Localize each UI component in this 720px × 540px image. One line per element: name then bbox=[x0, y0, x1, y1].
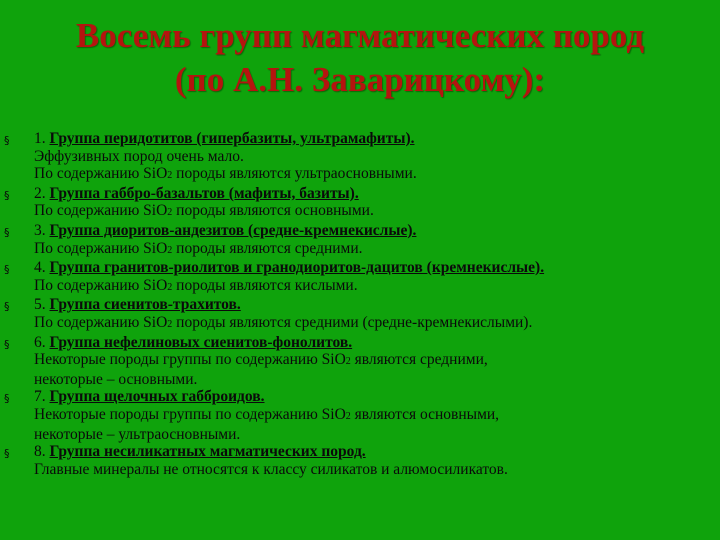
title-line-2: (по А.Н. Заварицкому): bbox=[174, 60, 546, 99]
group-title: Группа габбро-базальтов (мафиты, базиты). bbox=[49, 184, 359, 202]
square-bullet-icon: § bbox=[4, 447, 10, 461]
group-number: 1. bbox=[34, 130, 50, 147]
description-text: являются средними, bbox=[350, 351, 488, 369]
group-title: Группа перидотитов (гипербазиты, ультрамафиты). bbox=[49, 130, 415, 147]
description-text: По содержанию SiO bbox=[34, 165, 168, 183]
description-line bbox=[34, 371, 720, 389]
list-item bbox=[0, 185, 720, 222]
description-text: породы являются средними. bbox=[172, 239, 363, 257]
group-description bbox=[34, 202, 720, 222]
description-line bbox=[34, 240, 720, 260]
group-title: Группа несиликатных магматических пород. bbox=[49, 443, 366, 461]
list-item bbox=[0, 259, 720, 296]
group-heading bbox=[34, 130, 720, 148]
description-text: По содержанию SiO bbox=[34, 276, 168, 294]
group-title: Группа сиенитов-трахитов. bbox=[49, 296, 241, 314]
group-number: 7. bbox=[34, 388, 50, 406]
group-number: 2. bbox=[34, 184, 50, 202]
title-line-1: Восемь групп магматических пород bbox=[75, 16, 645, 55]
description-line bbox=[34, 165, 720, 185]
group-description bbox=[34, 277, 720, 297]
group-heading bbox=[34, 222, 720, 240]
description-line bbox=[34, 148, 720, 166]
group-heading bbox=[34, 185, 720, 203]
group-description bbox=[34, 148, 720, 185]
subscript-2: 2 bbox=[167, 244, 173, 256]
description-text: породы являются основными. bbox=[172, 202, 374, 220]
description-text: По содержанию SiO bbox=[34, 239, 168, 257]
subscript-2: 2 bbox=[167, 207, 173, 219]
square-bullet-icon: § bbox=[4, 263, 10, 277]
description-line bbox=[34, 426, 720, 444]
group-title: Группа щелочных габброидов. bbox=[49, 388, 265, 406]
description-text: Некоторые породы группы по содержанию SiO bbox=[34, 351, 346, 369]
list-item bbox=[0, 443, 720, 478]
description-text: Главные минералы не относятся к классу силикатов и алюмосиликатов. bbox=[34, 460, 508, 478]
group-description bbox=[34, 406, 720, 443]
description-text: породы являются ультраосновными. bbox=[172, 165, 417, 183]
description-line bbox=[34, 461, 720, 479]
square-bullet-icon: § bbox=[4, 225, 10, 239]
group-title: Группа диоритов-андезитов (средне-кремнекислые). bbox=[49, 221, 417, 239]
group-description bbox=[34, 240, 720, 260]
subscript-2: 2 bbox=[167, 170, 173, 182]
group-number: 4. bbox=[34, 259, 50, 277]
square-bullet-icon: § bbox=[4, 392, 10, 406]
group-heading bbox=[34, 388, 720, 406]
description-line bbox=[34, 406, 720, 426]
square-bullet-icon: § bbox=[4, 337, 10, 351]
description-text: породы являются кислыми. bbox=[172, 276, 358, 294]
description-text: Эффузивных пород очень мало. bbox=[34, 147, 244, 165]
description-text: По содержанию SiO bbox=[34, 313, 168, 331]
square-bullet-icon: § bbox=[4, 134, 10, 147]
group-heading bbox=[34, 296, 720, 314]
group-heading bbox=[34, 259, 720, 277]
subscript-2: 2 bbox=[345, 356, 351, 368]
group-number: 5. bbox=[34, 296, 50, 314]
group-title: Группа нефелиновых сиенитов-фонолитов. bbox=[49, 333, 353, 351]
group-heading bbox=[34, 443, 720, 461]
square-bullet-icon: § bbox=[4, 188, 10, 202]
group-number: 3. bbox=[34, 221, 50, 239]
subscript-2: 2 bbox=[167, 281, 173, 293]
list-item bbox=[0, 222, 720, 259]
description-line bbox=[34, 314, 720, 334]
square-bullet-icon: § bbox=[4, 300, 10, 314]
list-item bbox=[0, 388, 720, 443]
group-title: Группа гранитов-риолитов и гранодиоритов-дацитов (кремнекислые). bbox=[49, 259, 545, 277]
subscript-2: 2 bbox=[167, 318, 173, 330]
group-description bbox=[34, 351, 720, 388]
description-text: некоторые – ультраосновными. bbox=[34, 425, 241, 443]
subscript-2: 2 bbox=[345, 410, 351, 422]
list-item bbox=[0, 334, 720, 389]
slide-title bbox=[0, 14, 720, 102]
group-number: 6. bbox=[34, 333, 50, 351]
description-line bbox=[34, 277, 720, 297]
description-line bbox=[34, 202, 720, 222]
description-line bbox=[34, 351, 720, 371]
group-heading bbox=[34, 334, 720, 352]
group-number: 8. bbox=[34, 443, 50, 461]
description-text: некоторые – основными. bbox=[34, 370, 198, 388]
group-description bbox=[34, 461, 720, 479]
group-description bbox=[34, 314, 720, 334]
list-item bbox=[0, 296, 720, 333]
list-item bbox=[0, 130, 720, 185]
rock-groups-list bbox=[0, 130, 720, 478]
description-text: породы являются средними (средне-кремнекислыми). bbox=[172, 313, 533, 331]
description-text: являются основными, bbox=[350, 405, 500, 423]
description-text: Некоторые породы группы по содержанию SiO bbox=[34, 405, 346, 423]
description-text: По содержанию SiO bbox=[34, 202, 168, 220]
